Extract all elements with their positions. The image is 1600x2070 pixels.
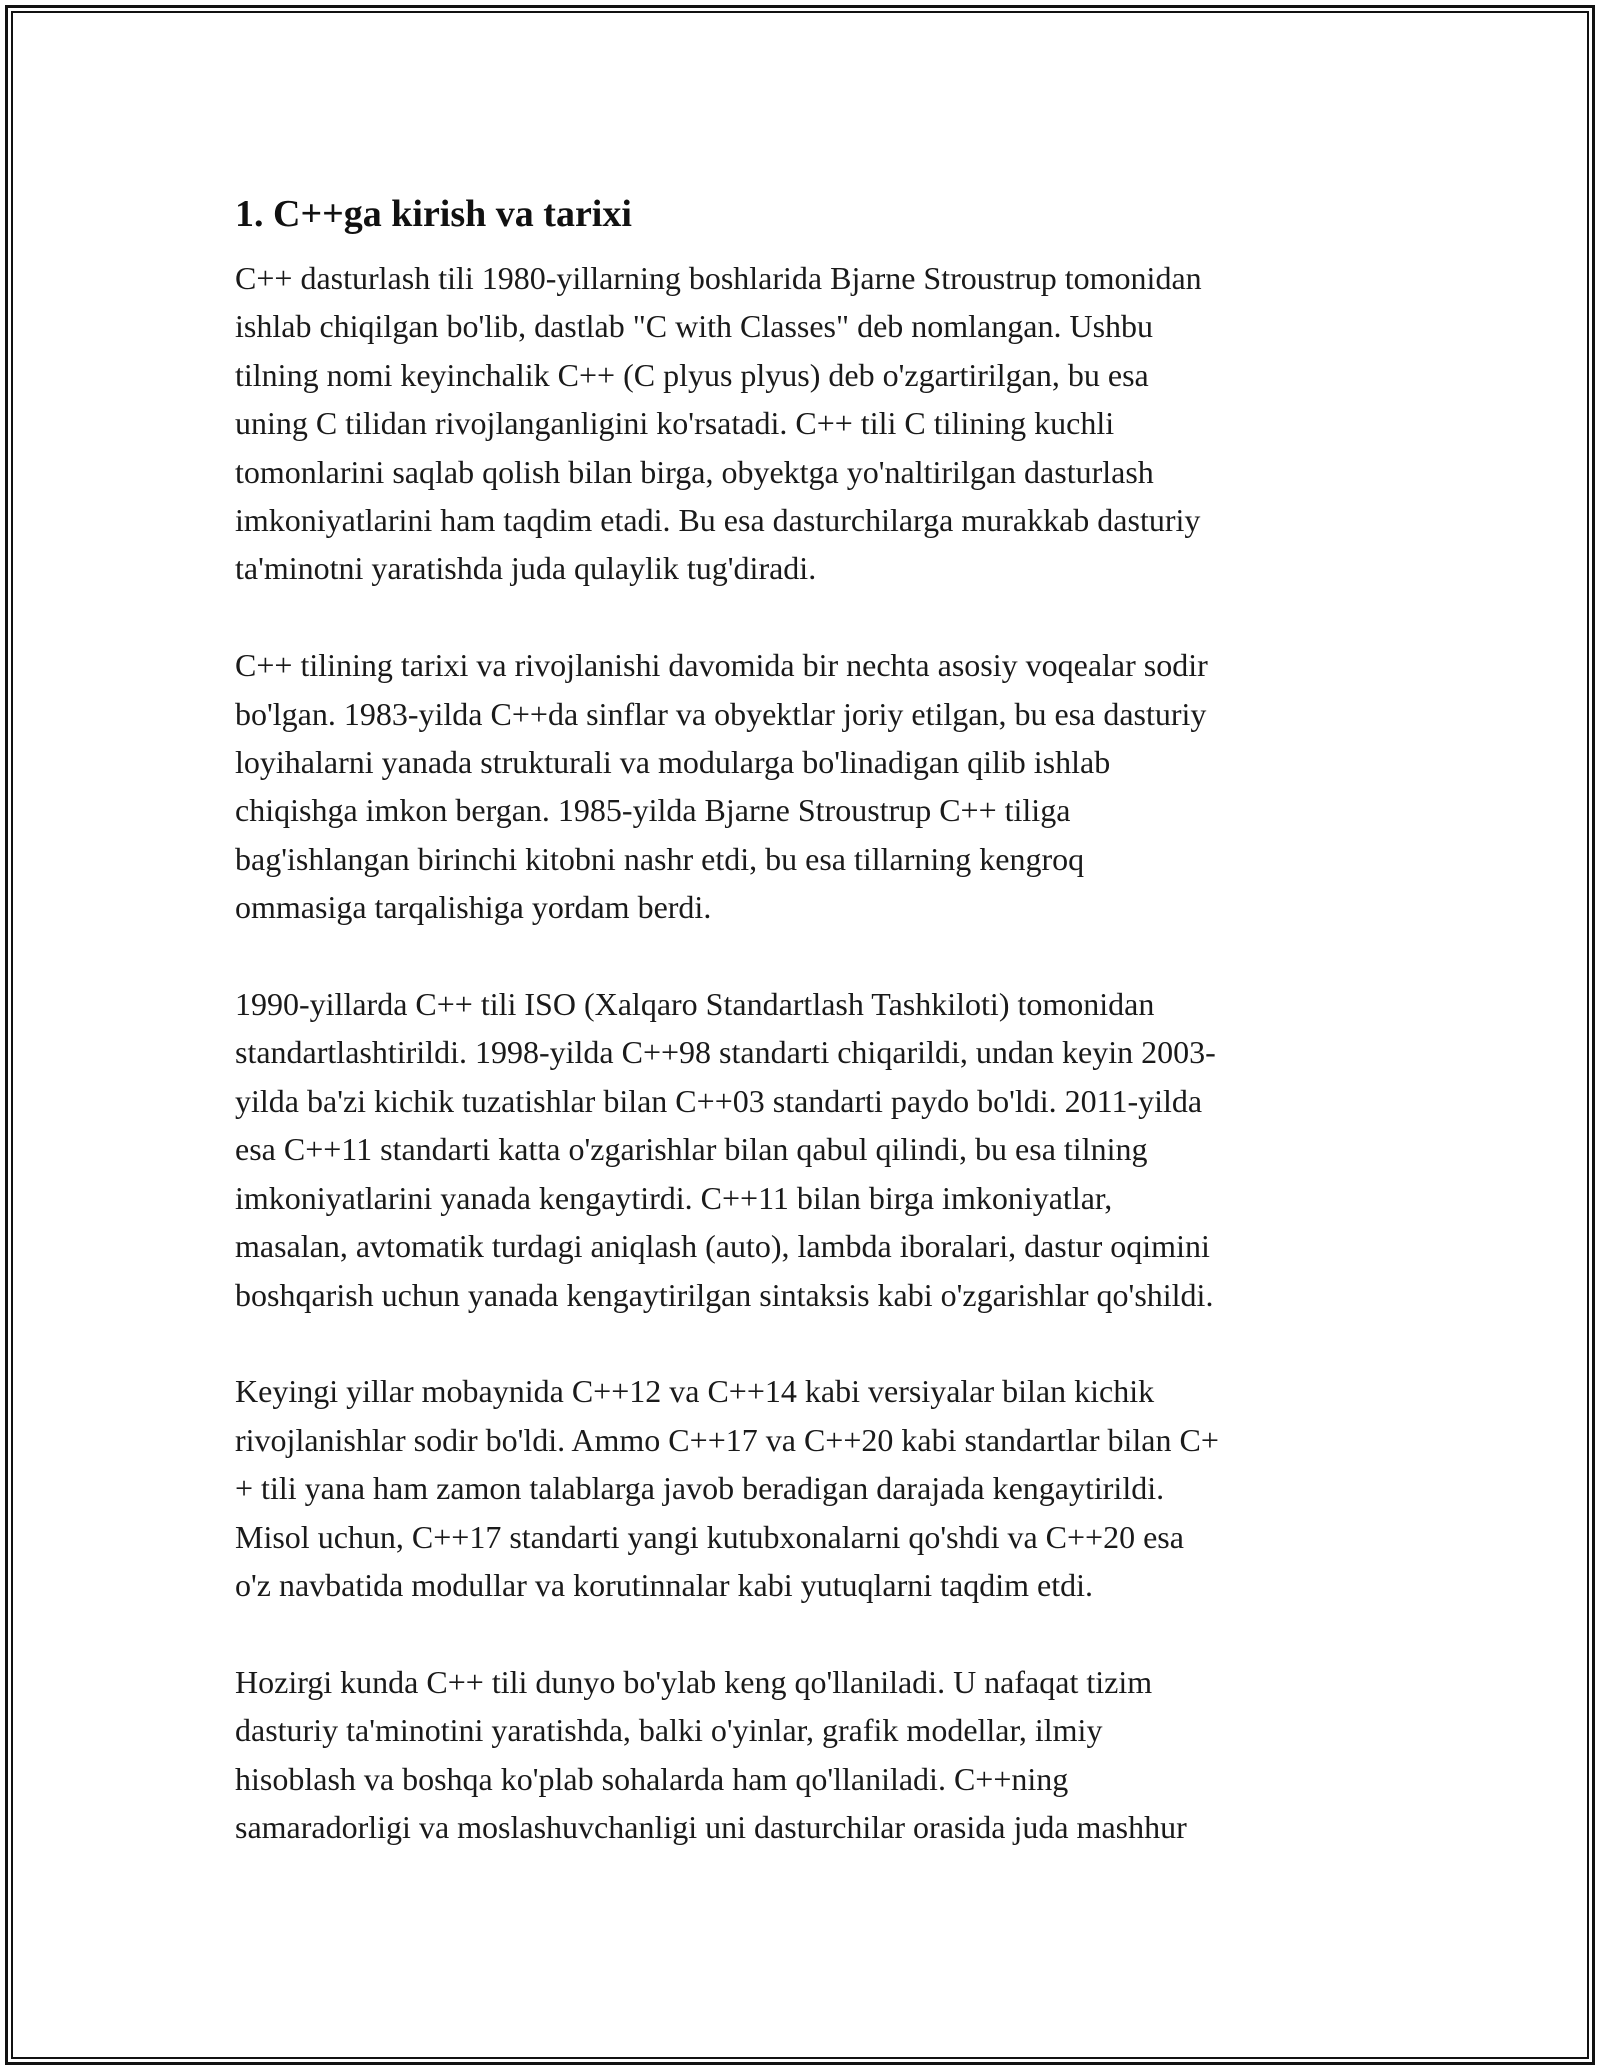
text-line: 1990-yillarda C++ tili ISO (Xalqaro Standartlash Tashkiloti) tomonidan [235,986,1155,1023]
paragraph-1 [235,254,1370,593]
text-line: Hozirgi kunda C++ tili dunyo bo'ylab keng qo'llaniladi. U nafaqat tizim [235,1663,1153,1700]
paragraph-4 [235,1367,1370,1609]
text-line: + tili yana ham zamon talablarga javob beradigan darajada kengaytirildi. [235,1470,1165,1507]
text-line: C++ dasturlash tili 1980-yillarning boshlarida Bjarne Stroustrup tomonidan [235,260,1202,296]
text-line: C++ tilining tarixi va rivojlanishi davomida bir nechta asosiy voqealar sodir [235,647,1208,684]
text-line: rivojlanishlar sodir bo'ldi. Ammo C++17 va C++20 kabi standartlar bilan C+ [235,1421,1219,1458]
paragraph-3 [235,980,1370,1319]
text-line: Misol uchun, C++17 standarti yangi kutubxonalarni qo'shdi va C++20 esa [235,1518,1184,1555]
text-line: tomonlarini saqlab qolish bilan birga, obyektga yo'naltirilgan dasturlash [235,453,1154,490]
text-line: bag'ishlangan birinchi kitobni nashr etdi, bu esa tillarning kengroq [235,840,1085,877]
text-line: ishlab chiqilgan bo'lib, dastlab "C with Classes" deb nomlangan. Ushbu [235,308,1154,345]
text-line: loyihalarni yanada strukturali va modularga bo'linadigan qilib ishlab [235,744,1111,781]
text-line: imkoniyatlarini yanada kengaytirdi. C++11 bilan birga imkoniyatlar, [235,1179,1113,1216]
text-line: boshqarish uchun yanada kengaytirilgan sintaksis kabi o'zgarishlar qo'shildi. [235,1276,1214,1313]
document-body [235,186,1370,1900]
paragraph-5 [235,1658,1370,1852]
text-line: yilda ba'zi kichik tuzatishlar bilan C++03 standarti paydo bo'ldi. 2011-yilda [235,1082,1203,1119]
text-line: standartlashtirildi. 1998-yilda C++98 standarti chiqarildi, undan keyin 2003- [235,1034,1216,1071]
section-heading: 1. C++ga kirish va tarixi [235,193,632,235]
text-line: uning C tilidan rivojlanganligini ko'rsatadi. C++ tili C tilining kuchli [235,405,1115,442]
text-line: tilning nomi keyinchalik C++ (C plyus plyus) deb o'zgartirilgan, bu esa [235,356,1149,393]
text-line: hisoblash va boshqa ko'plab sohalarda ham qo'llaniladi. C++ning [235,1760,1069,1797]
text-line: ommasiga tarqalishiga yordam berdi. [235,889,712,926]
text-line: samaradorligi va moslashuvchanligi uni dasturchilar orasida juda mashhur [235,1808,1187,1845]
text-line: Keyingi yillar mobaynida C++12 va C++14 kabi versiyalar bilan kichik [235,1373,1155,1410]
text-line: chiqishga imkon bergan. 1985-yilda Bjarne Stroustrup C++ tiliga [235,792,1071,829]
text-line: masalan, avtomatik turdagi aniqlash (auto), lambda iboralari, dastur oqimini [235,1228,1210,1265]
paragraph-2 [235,641,1370,931]
text-line: dasturiy ta'minotini yaratishda, balki o'yinlar, grafik modellar, ilmiy [235,1712,1103,1749]
text-line: o'z navbatida modullar va korutinnalar kabi yutuqlarni taqdim etdi. [235,1566,1093,1603]
text-line: ta'minotni yaratishda juda qulaylik tug'diradi. [235,550,817,587]
text-line: esa C++11 standarti katta o'zgarishlar bilan qabul qilindi, bu esa tilning [235,1131,1148,1168]
text-line: bo'lgan. 1983-yilda C++da sinflar va obyektlar joriy etilgan, bu esa dasturiy [235,695,1207,732]
text-line: imkoniyatlarini ham taqdim etadi. Bu esa dasturchilarga murakkab dasturiy [235,502,1201,539]
